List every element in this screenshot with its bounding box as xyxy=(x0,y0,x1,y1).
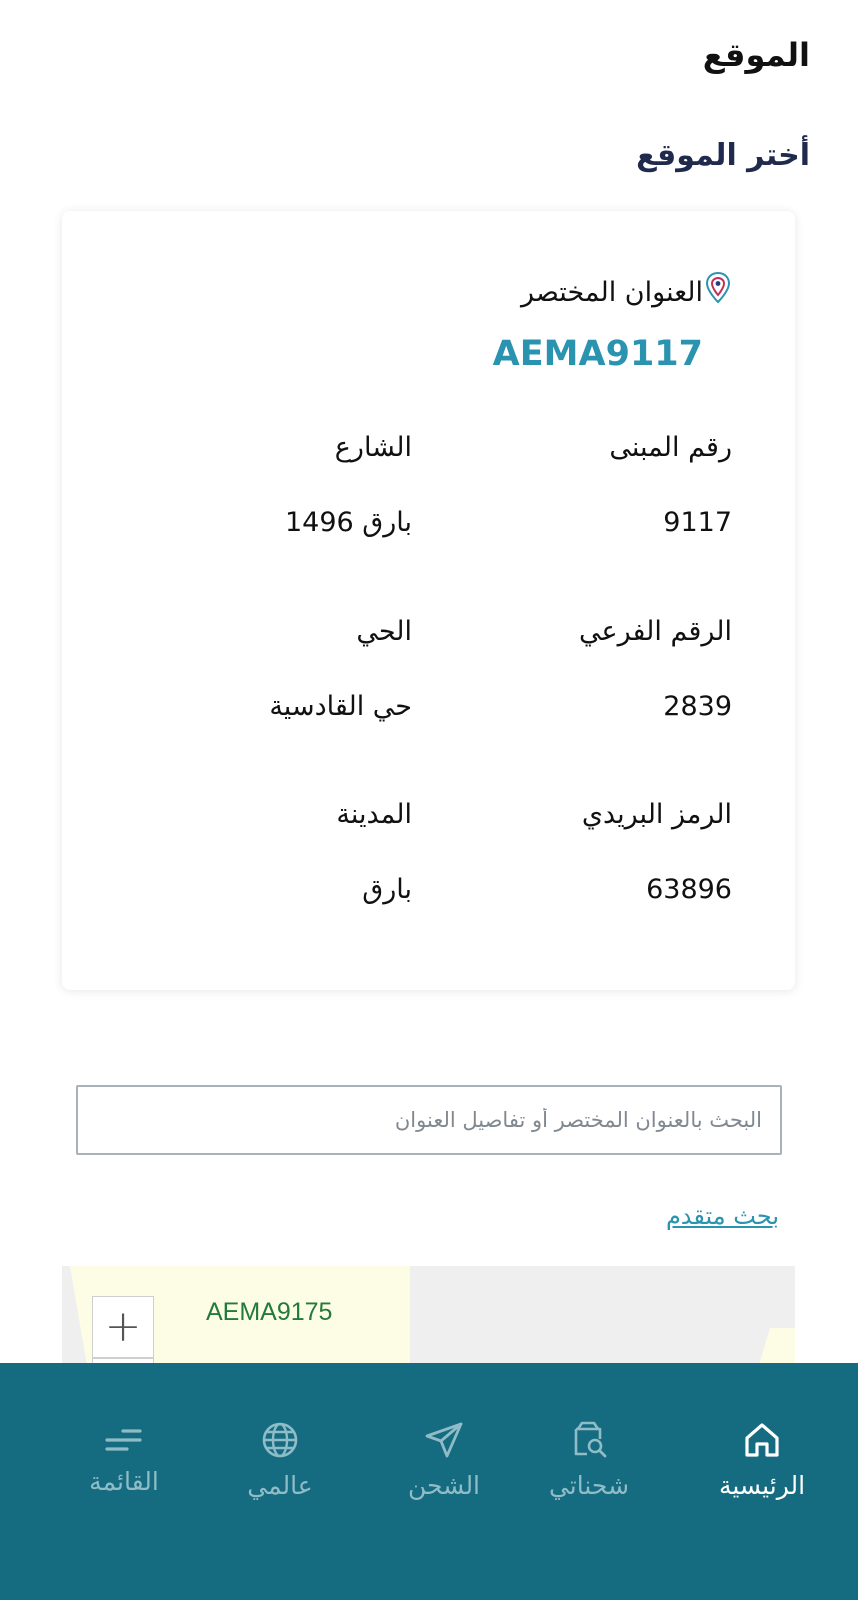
nav-item-shipping[interactable] xyxy=(374,1363,514,1523)
page-title: الموقع xyxy=(702,36,810,74)
short-address-code: AEMA9117 xyxy=(492,334,703,374)
nav-item-global[interactable] xyxy=(210,1363,350,1523)
city-label: المدينة xyxy=(336,799,412,830)
zoom-in-button[interactable]: + xyxy=(92,1296,154,1358)
map-marker-label[interactable]: AEMA9175 xyxy=(206,1298,333,1326)
nav-label: الرئيسية xyxy=(718,1471,806,1500)
address-search-input[interactable] xyxy=(78,1087,780,1153)
address-search-box xyxy=(76,1085,782,1155)
bottom-navigation xyxy=(0,1363,858,1600)
building-number-value: 9117 xyxy=(663,507,732,538)
district-label: الحي xyxy=(356,616,412,647)
globe-icon xyxy=(259,1419,301,1461)
short-address-label: العنوان المختصر xyxy=(521,277,703,308)
location-pin-icon xyxy=(705,271,731,305)
send-icon xyxy=(423,1419,465,1461)
home-icon xyxy=(741,1419,783,1461)
sub-number-label: الرقم الفرعي xyxy=(579,616,732,647)
map-view[interactable] xyxy=(62,1266,795,1366)
postal-code-value: 63896 xyxy=(646,874,732,905)
nav-label: عالمي xyxy=(247,1471,313,1500)
sub-number-value: 2839 xyxy=(663,691,732,722)
advanced-search-link[interactable]: بحث متقدم xyxy=(665,1202,779,1230)
nav-item-menu[interactable] xyxy=(54,1363,194,1523)
street-value: بارق 1496 xyxy=(284,507,412,538)
district-value: حي القادسية xyxy=(269,691,412,722)
section-title: أختر الموقع xyxy=(636,138,810,173)
postal-code-label: الرمز البريدي xyxy=(581,799,732,830)
nav-item-my-shipments[interactable] xyxy=(519,1363,659,1523)
package-search-icon xyxy=(568,1419,610,1461)
city-value: بارق xyxy=(362,874,412,905)
nav-label: الشحن xyxy=(407,1471,481,1500)
building-number-label: رقم المبنى xyxy=(609,432,732,463)
menu-icon xyxy=(103,1419,145,1461)
nav-label: القائمة xyxy=(89,1467,159,1496)
nav-item-home[interactable] xyxy=(692,1363,832,1523)
map-block xyxy=(752,1328,795,1366)
nav-label: شحناتي xyxy=(548,1471,630,1500)
address-card xyxy=(62,211,795,990)
street-label: الشارع xyxy=(334,432,412,463)
